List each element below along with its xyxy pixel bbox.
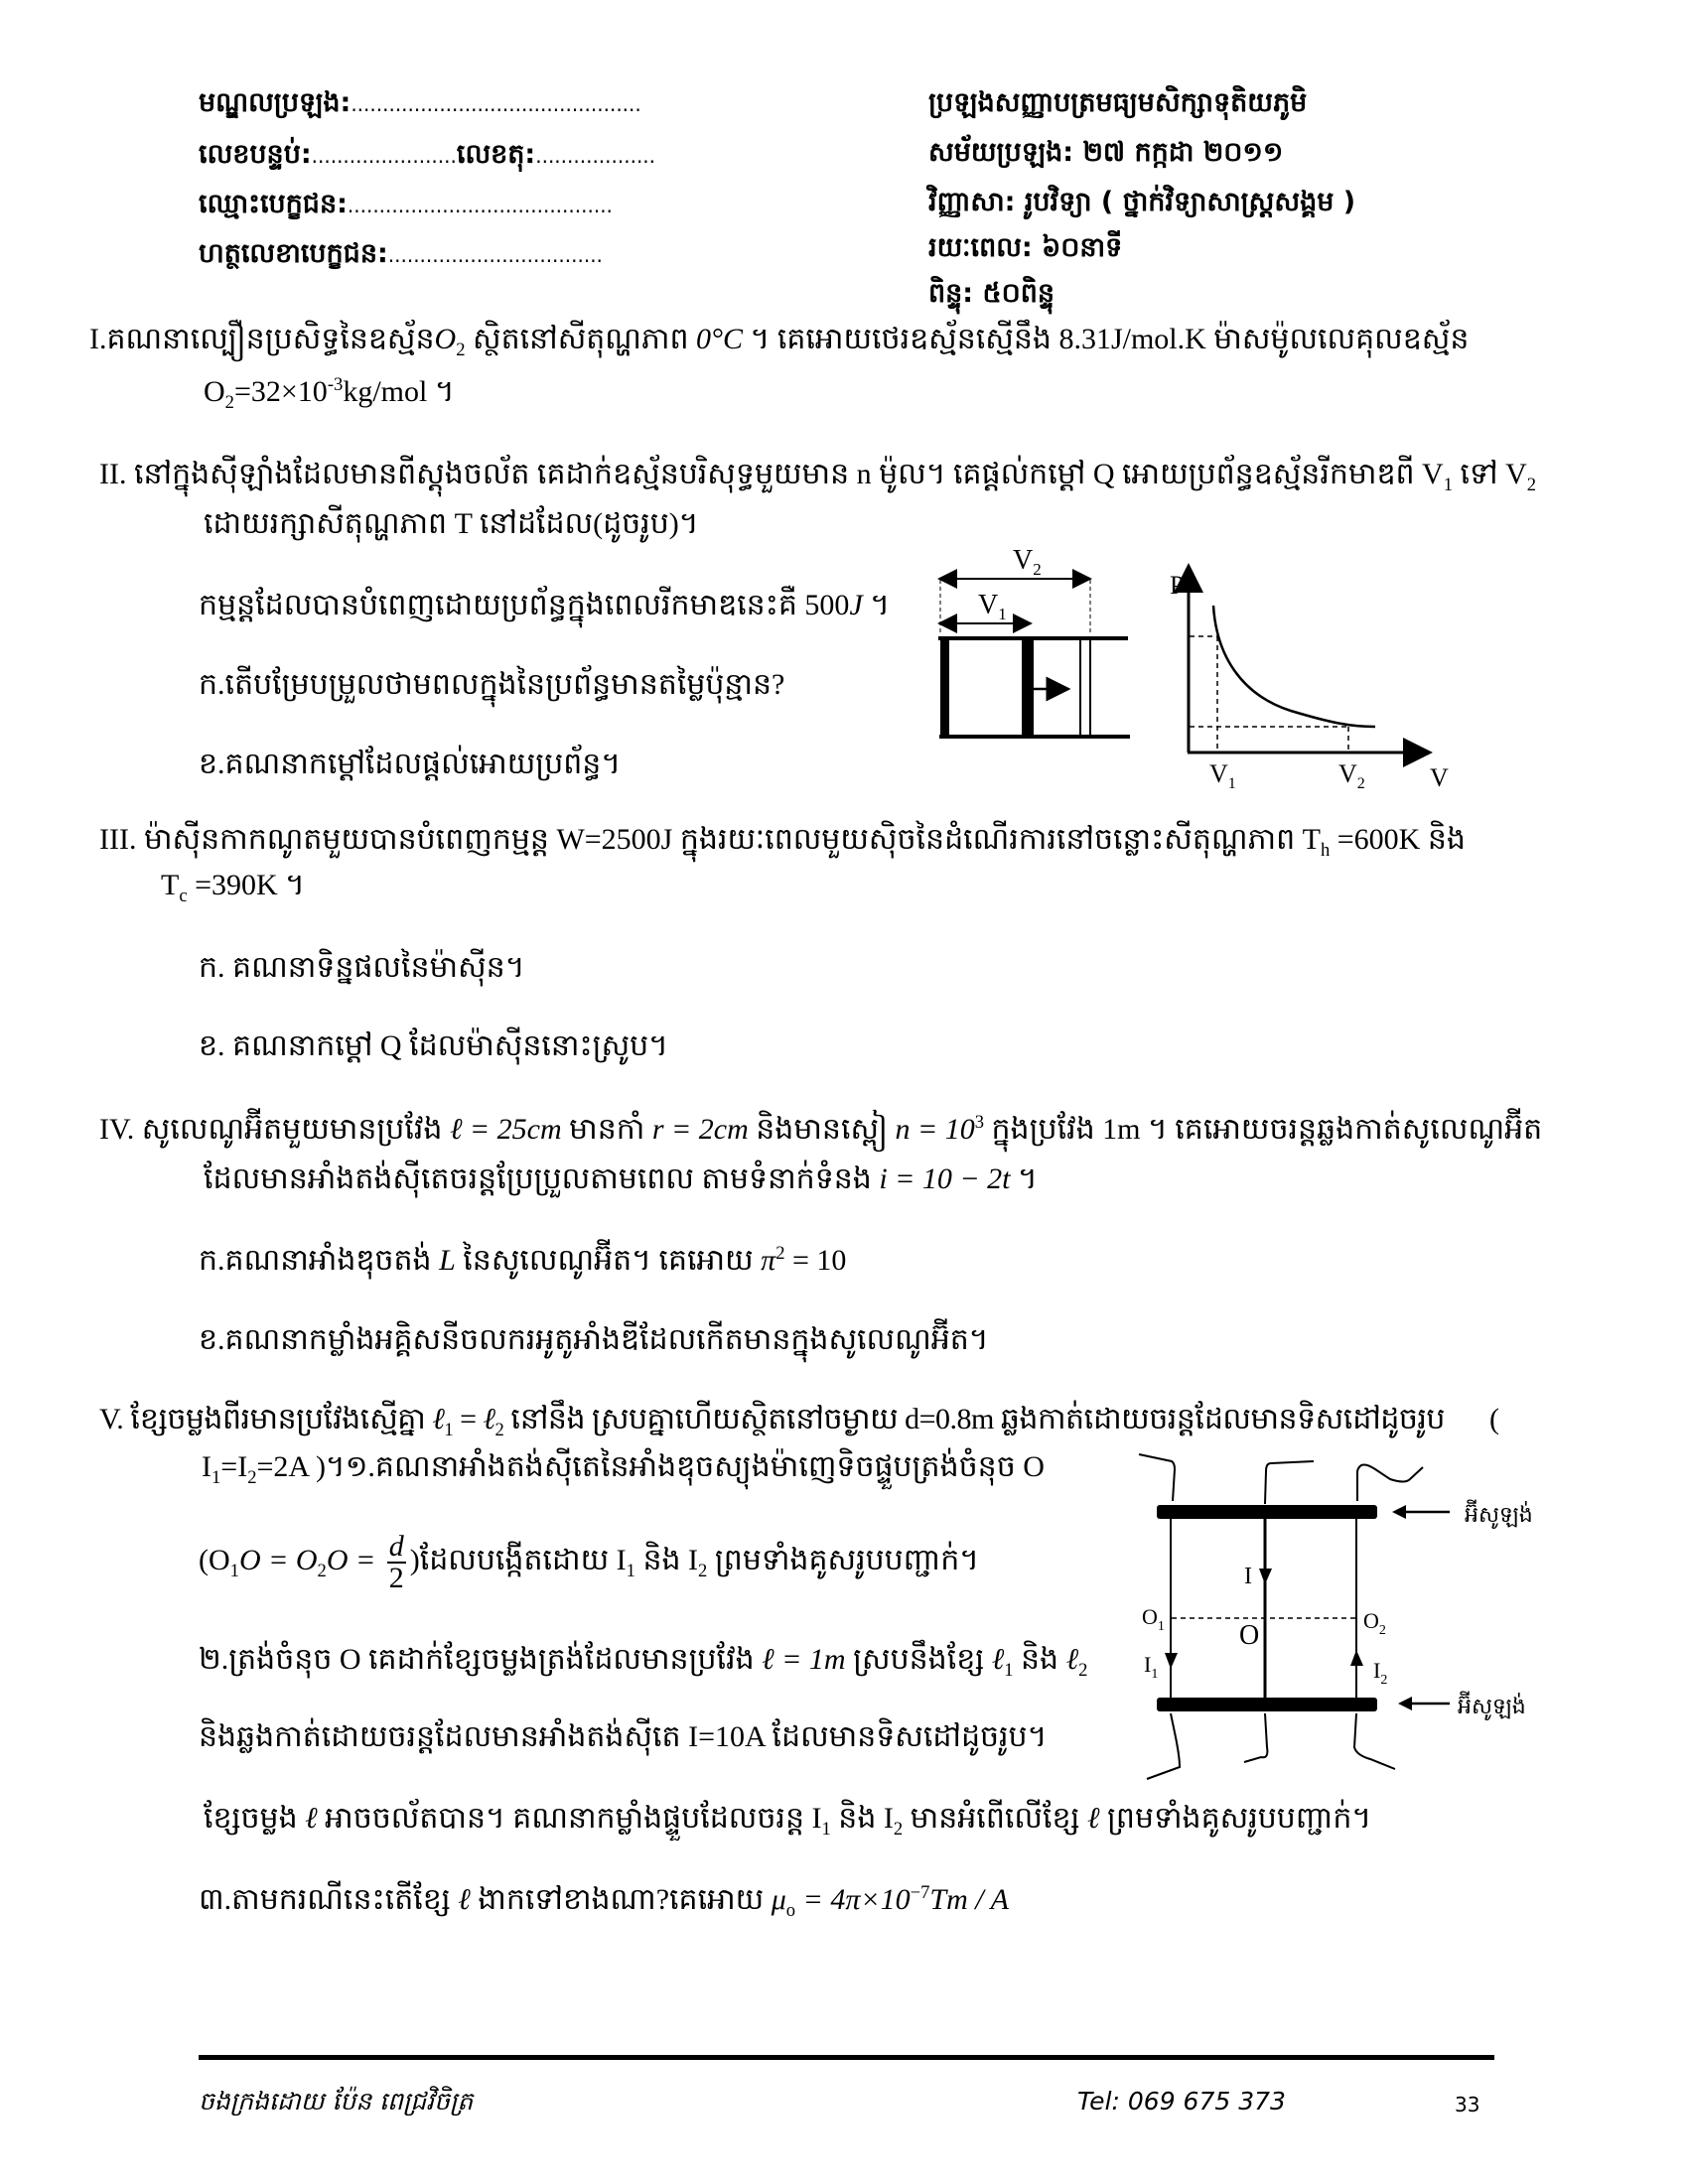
question-4-text-3: និងមានស្ពៀ	[748, 1113, 896, 1146]
v1-subscript: 1	[1443, 475, 1454, 495]
footer-author: ចងក្រងដោយ ប៉ែន ពេជ្រវិចិត្រ	[199, 2087, 474, 2116]
question-2-work-statement	[199, 586, 890, 625]
cylinder-v2-label: $V_2$	[1013, 545, 1042, 579]
seat-number-blank: ...................	[535, 144, 656, 168]
exam-title: ប្រឡងសញ្ញាបត្រមធ្យមសិក្សាទុតិយភូមិ	[928, 87, 1308, 118]
v1-tick-label: $V_1$	[1209, 759, 1236, 792]
question-4-number: IV.	[99, 1113, 135, 1146]
score-label: ពិន្ទុ:	[928, 278, 974, 309]
insulator-bar-bottom	[1157, 1698, 1377, 1711]
tc-value: =390K ។	[187, 869, 305, 901]
insulator-bar-top	[1157, 1505, 1377, 1519]
solenoid-radius: r = 2cm	[651, 1113, 749, 1146]
mu-symbol: μ	[771, 1883, 786, 1916]
work-end: ។	[862, 589, 891, 621]
footer-phone: Tel: 069 675 373	[1077, 2087, 1286, 2116]
question-3-line-2	[161, 866, 305, 905]
subject-value: រូបវិទ្យា ( ថ្នាក់វិទ្យាសាស្ត្រសង្គម )	[1024, 187, 1356, 217]
question-1-number: I.	[89, 323, 107, 355]
point-o1-label: $O_1$	[1142, 1604, 1165, 1634]
wire-lead	[1354, 1713, 1395, 1769]
candidate-signature-blank: ..................................	[387, 243, 603, 267]
cylinder-end-wall	[940, 638, 949, 738]
subject-label: វិញ្ញាសា:	[928, 187, 1016, 217]
question-2a: ក.តើបម្រែបម្រួលថាមពលក្នុងនៃប្រព័ន្ធមានតម្លៃប៉ុន្មាន?	[199, 668, 785, 701]
question-5-line-3-text: )ដែលបង្កើតដោយ I	[409, 1544, 627, 1576]
part-3-text-2: ងាកទៅខាងណា?គេអោយ	[470, 1883, 772, 1916]
exam-score	[928, 274, 1055, 314]
and-text: និង	[1013, 1643, 1066, 1676]
insulator-top-pointer-head	[1392, 1505, 1406, 1519]
piston-initial	[1022, 638, 1034, 738]
room-seat-field	[199, 135, 655, 176]
force-text: អាចចល័តបាន។ គណនាកម្លាំងផ្ទួបដែលចរន្ត I	[317, 1802, 822, 1835]
pi-exponent: 2	[775, 1243, 785, 1264]
current-i1-label: $I_1$	[1144, 1652, 1159, 1682]
point-o2-label: $O_2$	[1363, 1608, 1386, 1638]
question-2-text-2: ទៅ V	[1453, 458, 1527, 490]
question-1-text-3: ។ គេអោយថេរឧស្ម័នស្មើនឹង 8.31J/mol.K ម៉ាសម៉ូលលេគុលឧស្ម័ន	[743, 323, 1470, 355]
molar-mass-exponent: -3	[327, 374, 344, 395]
permeability-unit: Tm / A	[929, 1883, 1009, 1916]
turn-density: n = 10	[895, 1113, 975, 1146]
duration-label: រយៈពេល:	[928, 232, 1033, 263]
exam-duration	[928, 228, 1122, 268]
wire-lead	[1244, 1713, 1267, 1762]
o1-symbol: (O	[199, 1544, 230, 1576]
exam-center-field	[199, 83, 641, 124]
question-4-line-2	[204, 1160, 1038, 1199]
cylinder-diagram	[938, 545, 1130, 738]
wire1-symbol: ℓ	[991, 1643, 1005, 1676]
question-5-text: ខ្សែចម្លងពីរមានប្រវែងស្មើគ្នា	[123, 1403, 433, 1435]
question-5-text-2: នៅនឹង ស្របគ្នាហើយស្ថិតនៅចម្ងាយ d=0.8m ឆ្លងកាត់ដោយចរន្តដែលមានទិសដៅដូចរូប	[503, 1403, 1445, 1435]
pi-squared-value: = 10	[784, 1244, 847, 1277]
exam-center-blank: ..............................................	[351, 92, 641, 116]
question-4b: ខ.គណនាកម្លាំងអគ្គិសនីចលករអូតូអាំងឌីដែលកើតមានក្នុងសូលេណូអ៊ីត។	[199, 1323, 989, 1356]
isothermal-expansion-figure	[933, 536, 1489, 794]
wire-symbol: ℓ	[305, 1802, 318, 1835]
duration-value: ៦០នាទី	[1042, 232, 1123, 263]
permeability-exponent: −7	[910, 1882, 930, 1903]
room-number-label: លេខបន្ទប់:	[199, 139, 312, 170]
question-5-part-1-text: =2A )។១.គណនាអាំងតង់ស៊ីតេនៃអាំងឌុចស្យុងម៉ាញេទិចផ្ទួបត្រង់ចំនុច O	[256, 1450, 1045, 1483]
question-5-line-3-end: ព្រមទាំងគូសរូបបញ្ជាក់។	[707, 1544, 980, 1576]
question-5-part-2-line-2: និងឆ្លងកាត់ដោយចរន្តដែលមានអាំងតង់ស៊ីតេ I=10A ដែលមានទិសដៅដូចរូប។	[199, 1720, 1048, 1753]
question-2-line-1	[99, 455, 1536, 494]
work-text: កម្មន្តដែលបានបំពេញដោយប្រព័ន្ធក្នុងពេលរីកមាឌនេះគឺ 500	[199, 589, 850, 621]
movable-wire-text: ខ្សែចម្លង	[204, 1802, 306, 1835]
exam-center-label: មណ្ឌលប្រឡង:	[199, 87, 352, 118]
and-i2-text: និង I	[634, 1544, 699, 1576]
room-number-blank: .......................	[311, 144, 457, 168]
insulator-bottom-label: អ៊ីសូឡង់	[1458, 1694, 1526, 1718]
isotherm-curve	[1213, 606, 1375, 727]
question-4a	[199, 1241, 846, 1281]
inductance-symbol: L	[439, 1244, 456, 1277]
question-2-line-2: ដោយរក្សាសីតុណ្ហភាព T នៅដដែល(ដូចរូប)។	[204, 507, 699, 540]
question-1-line-2	[204, 372, 455, 412]
wire-lead	[1147, 1713, 1180, 1779]
exam-subject	[928, 183, 1355, 222]
i1-subscript-2: 1	[626, 1561, 635, 1581]
question-1-text: គណនាល្បឿនប្រសិទ្ធនៃឧស្ម័ន	[106, 323, 435, 355]
current-i2-arrow	[1350, 1650, 1363, 1666]
question-2b: ខ.គណនាកម្តៅដែលផ្តល់អោយប្រព័ន្ធ។	[199, 748, 622, 780]
question-4-line-1	[99, 1110, 1542, 1150]
i1-symbol: I	[202, 1450, 211, 1483]
question-4-text-5: ដែលមានអាំងតង់ស៊ីតេចរន្តប្រែប្រួលតាមពេល តាមទំនាក់ទំនង	[204, 1162, 880, 1195]
draw-figure-text: ព្រមទាំងគូសរូបបញ្ជាក់។	[1099, 1802, 1372, 1835]
question-5-part-3	[199, 1880, 1009, 1920]
score-value: ៥០ពិន្ទុ	[982, 278, 1055, 309]
current-i-label: I	[1244, 1564, 1252, 1589]
solenoid-length: ℓ = 25cm	[449, 1113, 562, 1146]
question-4-end: ។	[1010, 1162, 1038, 1195]
molar-mass-unit: kg/mol ។	[343, 375, 455, 408]
mu-subscript: o	[785, 1900, 796, 1921]
question-5-line-2	[202, 1447, 1045, 1487]
acting-on-text: មានអំពើលើខ្សែ	[903, 1802, 1087, 1835]
question-3-text: ម៉ាស៊ីនកាកណូតមួយបានបំពេញកម្មន្ត W=2500J ក្នុងរយៈពេលមួយស៊ិចនៃដំណើរការនៅចន្លោះសីតុណ្ហភាព T	[136, 823, 1321, 856]
question-5-part-2-line-3	[204, 1799, 1371, 1839]
insulator-top-label: អ៊ីសូឡង់	[1465, 1502, 1533, 1527]
question-1-text-2: ស្ថិតនៅសីតុណ្ហភាព	[465, 323, 689, 355]
wire2-symbol: ℓ	[1065, 1643, 1079, 1676]
question-3-line-1	[99, 820, 1466, 860]
part-2-text: ២.ត្រង់ចំនុច O គេដាក់ខ្សែចម្លងត្រង់ដែលមានប្រវែង	[199, 1643, 763, 1676]
fraction-numerator: d	[388, 1530, 404, 1564]
question-4-text: សូលេណូអ៊ីតមួយមានប្រវែង	[134, 1113, 450, 1146]
i2-sub-3: 2	[893, 1819, 904, 1840]
pi-symbol: π	[761, 1244, 776, 1277]
insulator-bottom-pointer-head	[1398, 1697, 1412, 1710]
question-2-number: II.	[99, 458, 127, 490]
wire-lead	[1357, 1464, 1423, 1501]
candidate-name-field	[199, 185, 613, 225]
question-4a-text: ក.គណនាអាំងឌុចតង់	[199, 1244, 440, 1277]
permeability-value: = 4π×10	[795, 1883, 911, 1916]
page-number: 33	[1455, 2093, 1480, 2116]
v-axis-label: V	[1430, 763, 1449, 792]
point-o-label: O	[1239, 1620, 1260, 1651]
i2-symbol: =I	[220, 1450, 248, 1483]
candidate-signature-field	[199, 234, 603, 275]
o2-subscript: 2	[317, 1561, 327, 1581]
oxygen-symbol: O	[434, 323, 457, 355]
question-4-text-2: មានកាំ	[561, 1113, 652, 1146]
o1o-equals: O = O	[238, 1544, 318, 1576]
seat-number-label: លេខតុ:	[456, 139, 536, 170]
question-3-number: III.	[99, 823, 137, 856]
work-unit: J	[849, 589, 863, 621]
question-3-text-2: =600K និង	[1330, 823, 1466, 856]
molar-mass-value: =32×10	[233, 375, 328, 408]
wire-symbol-2: ℓ	[1086, 1802, 1100, 1835]
question-5-line-3	[199, 1531, 979, 1593]
question-3a: ក. គណនាទិន្នផលនៃម៉ាស៊ីន។	[199, 951, 525, 984]
wire2-subscript: 2	[494, 1420, 504, 1440]
tc-symbol: T	[161, 869, 180, 901]
session-date: ២៧ កក្កដា ២០១១	[1082, 137, 1284, 168]
current-i1-arrow	[1165, 1653, 1178, 1669]
equals-sign: =	[453, 1403, 484, 1435]
wire-symbol-3: ℓ	[458, 1883, 471, 1916]
question-4a-text-2: នៃសូលេណូអ៊ីត។ គេអោយ	[455, 1244, 762, 1277]
current-i-arrow	[1259, 1569, 1272, 1584]
cylinder-v1-label: $V_1$	[978, 590, 1007, 623]
question-3b: ខ. គណនាកម្តៅ Q ដែលម៉ាស៊ីននោះស្រូប។	[199, 1029, 668, 1062]
session-label: សម័យប្រឡង:	[928, 137, 1074, 168]
i2-subscript-2: 2	[698, 1561, 708, 1581]
oxygen-subscript: 2	[456, 340, 466, 360]
question-1-line-1	[89, 320, 1469, 359]
oxygen-symbol-2: O	[204, 375, 225, 408]
question-2-text: នៅក្នុងស៊ីឡាំងដែលមានពីស្តុងចល័ត គេដាក់ឧស្ម័នបរិសុទ្ធមួយមាន n ម៉ូល។ គេផ្តល់កម្តៅ Q អោយប្រព័ន្ធឧស្ម័នរីកមាឌពី V	[126, 458, 1444, 490]
th-subscript: h	[1320, 840, 1331, 861]
wire-length-value: ℓ = 1m	[762, 1643, 846, 1676]
i1-sub-3: 1	[821, 1819, 831, 1840]
part-2-text-2: ស្របនឹងខ្សែ	[845, 1643, 992, 1676]
and-i2-text-3: និង I	[830, 1802, 894, 1835]
o2o-equals: O =	[326, 1544, 383, 1576]
current-equation: i = 10 − 2t	[879, 1162, 1011, 1195]
temperature-value: 0°C	[696, 323, 744, 355]
v2-subscript: 2	[1526, 475, 1537, 495]
p-axis-label: P	[1170, 571, 1185, 600]
wire1-sub: 1	[1004, 1660, 1014, 1681]
o1-subscript: 1	[229, 1561, 239, 1581]
candidate-name-blank: ..........................................	[347, 194, 613, 217]
question-5-number: V.	[99, 1403, 124, 1435]
tc-subscript: c	[179, 886, 188, 906]
part-3-text: ៣.តាមករណីនេះតើខ្សែ	[199, 1883, 459, 1916]
parallel-wires-figure	[1122, 1430, 1559, 1787]
i1-subscript: 1	[211, 1467, 221, 1488]
piston-final	[1080, 638, 1090, 736]
turn-density-exponent: 3	[974, 1112, 985, 1133]
wire2-sub: 2	[1078, 1660, 1088, 1681]
wire-lead	[1139, 1454, 1175, 1501]
fraction-denominator: 2	[388, 1562, 404, 1595]
wire1-subscript: 1	[444, 1420, 454, 1440]
v2-tick-label: $V_2$	[1338, 759, 1365, 792]
i2-subscript: 2	[247, 1467, 257, 1488]
footer-divider	[199, 2055, 1494, 2060]
current-i2-label: $I_2$	[1373, 1658, 1388, 1688]
oxygen-subscript-2: 2	[224, 392, 234, 413]
candidate-signature-label: ហត្ថលេខាបេក្ខជន:	[199, 238, 388, 269]
question-4-text-4: ក្នុងប្រវែង 1m ។ គេអោយចរន្តឆ្លងកាត់សូលេណូអ៊ីត	[984, 1113, 1543, 1146]
candidate-name-label: ឈ្មោះបេក្ខជន:	[199, 189, 348, 219]
d-over-2-fraction	[387, 1532, 406, 1593]
wire-lead	[1265, 1461, 1314, 1504]
wire1-length-symbol: ℓ	[432, 1403, 445, 1435]
open-parenthesis: (	[1489, 1403, 1499, 1435]
pv-diagram	[1170, 566, 1449, 792]
question-5-part-2-line-1	[199, 1640, 1087, 1680]
wire2-length-symbol: ℓ	[483, 1403, 495, 1435]
exam-session	[928, 133, 1283, 173]
